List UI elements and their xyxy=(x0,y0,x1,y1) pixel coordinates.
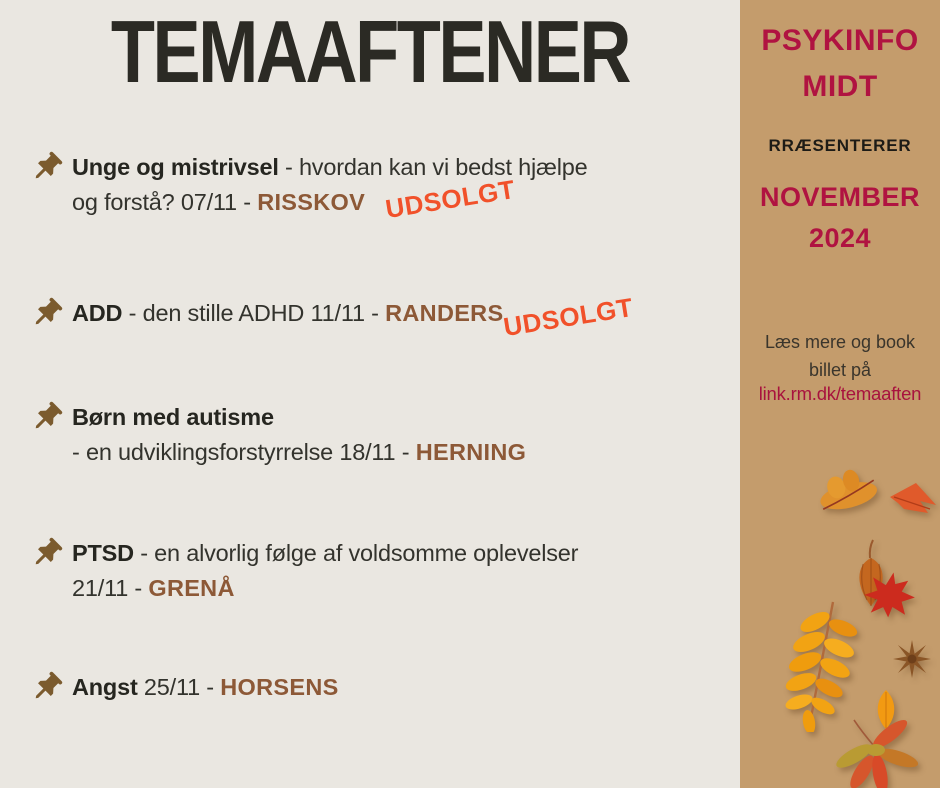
sidebar xyxy=(740,0,940,788)
event-text: - den stille ADHD 11/11 - xyxy=(122,300,386,326)
soldout-badge: UDSOLGT xyxy=(383,173,518,225)
event-line2 xyxy=(72,571,718,606)
oak-leaf-icon xyxy=(812,463,882,518)
rowan-leaf-icon xyxy=(775,600,867,732)
event-title: ADD xyxy=(72,300,123,326)
year-label: 2024 xyxy=(808,223,872,253)
event-line2 xyxy=(72,435,718,470)
cta-line1: Læs mere og book xyxy=(764,332,916,352)
pushpin-icon xyxy=(28,296,64,332)
soldout-badge: UDSOLGT xyxy=(501,291,636,343)
event-title: PTSD xyxy=(72,540,134,566)
event-line1 xyxy=(72,536,718,571)
brand-midt: MIDT xyxy=(802,70,878,103)
event-text: 21/11 - xyxy=(72,575,149,601)
red-leaf-fragment-icon xyxy=(890,483,940,517)
event-location: HERNING xyxy=(415,439,527,465)
maple-leaf-icon xyxy=(860,570,918,618)
pushpin-icon xyxy=(28,150,64,186)
event-text: 25/11 - xyxy=(137,674,221,700)
event-title: Unge og mistrivsel xyxy=(72,154,279,180)
event-text: - en alvorlig følge af voldsomme oplevelser xyxy=(133,540,579,566)
month-label: NOVEMBER xyxy=(759,182,920,212)
pushpin-icon xyxy=(28,400,64,436)
creeper-leaf-icon xyxy=(832,716,918,788)
event-text: og forstå? 07/11 - xyxy=(72,189,258,215)
star-anise-icon xyxy=(893,640,931,678)
presents-label: RRÆSENTERER xyxy=(768,136,912,155)
event-item-unge-og-mistrivsel xyxy=(28,150,718,220)
event-text: - hvordan kan vi bedst hjælpe xyxy=(278,154,588,180)
booking-link[interactable]: link.rm.dk/temaaften xyxy=(758,383,922,404)
event-line1 xyxy=(72,400,718,435)
page-title: TEMAAFTENER xyxy=(110,2,630,101)
brand-psykinfo: PSYKINFO xyxy=(761,24,919,57)
cta-line2: billet på xyxy=(808,360,872,380)
pushpin-icon xyxy=(28,670,64,706)
event-item-ptsd xyxy=(28,536,718,606)
event-location: HORSENS xyxy=(220,674,339,700)
event-title: Børn med autisme xyxy=(72,404,274,430)
pushpin-icon xyxy=(28,536,64,572)
event-title: Angst xyxy=(72,674,138,700)
event-location: GRENÅ xyxy=(148,575,235,601)
event-line1 xyxy=(72,670,718,705)
event-text: - en udviklingsforstyrrelse 18/11 - xyxy=(72,439,416,465)
event-line1 xyxy=(72,150,718,185)
event-item-angst xyxy=(28,670,718,705)
event-location: RISSKOV xyxy=(257,189,366,215)
event-location: RANDERS xyxy=(385,300,504,326)
event-item-born-med-autisme xyxy=(28,400,718,470)
